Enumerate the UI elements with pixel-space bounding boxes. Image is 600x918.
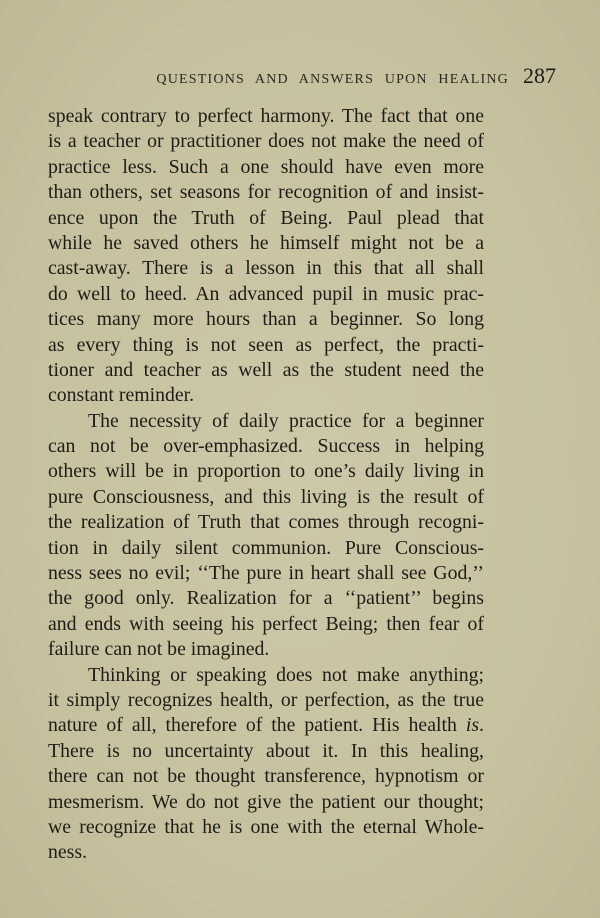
running-head-title: QUESTIONS AND ANSWERS UPON HEALING [156, 72, 509, 87]
text-line-content: nature of all, therefore of the patient. His health [48, 714, 466, 737]
text-line: tioner and teacher as well as the student need the [48, 358, 484, 381]
text-line: there can not be thought transference, hypnotism or [48, 765, 484, 788]
text-line: as every thing is not seen as perfect, the practi- [48, 333, 484, 356]
text-line: constant reminder. [48, 384, 195, 407]
paragraph-2 [48, 409, 484, 663]
text-line: we recognize that he is one with the eternal Whole- [48, 815, 484, 838]
text-line: mesmerism. We do not give the patient our thought; [48, 790, 484, 813]
page-body-text [48, 104, 484, 866]
text-line: others will be in proportion to one’s daily living in [48, 460, 484, 483]
text-line: ness. [48, 841, 88, 864]
paragraph-3 [48, 663, 484, 866]
text-line: Thinking or speaking does not make anything; [88, 663, 484, 686]
text-line: than others, set seasons for recognition of and insist- [48, 181, 484, 204]
text-line: The necessity of daily practice for a beginner [88, 409, 484, 432]
text-line: speak contrary to perfect harmony. The fact that one [48, 105, 484, 127]
text-line [48, 713, 484, 738]
text-line: the realization of Truth that comes through recogni- [48, 511, 484, 534]
italic-emphasis: is [465, 714, 480, 737]
text-line: while he saved others he himself might not be a [48, 231, 484, 254]
italic-suffix: . [479, 714, 484, 737]
text-line: tion in daily silent communion. Pure Conscious- [48, 536, 484, 559]
text-line: can not be over-emphasized. Success in helping [48, 435, 484, 458]
paragraph-1 [48, 104, 484, 409]
running-header [134, 63, 556, 89]
text-line: practice less. Such a one should have even more [48, 155, 484, 178]
text-line: cast-away. There is a lesson in this that all shall [48, 257, 484, 280]
text-line: is a teacher or practitioner does not make the need of [48, 130, 484, 153]
text-line: it simply recognizes health, or perfection, as the true [48, 688, 484, 711]
text-line: do well to heed. An advanced pupil in music prac- [48, 282, 484, 305]
text-line: ness sees no evil; ‘‘The pure in heart shall see God,’’ [48, 562, 484, 585]
text-line: tices many more hours than a beginner. So long [48, 308, 484, 331]
page-number: 287 [523, 63, 556, 88]
text-line: and ends with seeing his perfect Being; then fear of [48, 612, 484, 635]
text-line: pure Consciousness, and this living is the result of [48, 485, 484, 508]
text-line: There is no uncertainty about it. In this healing, [48, 739, 484, 762]
text-line: ence upon the Truth of Being. Paul plead that [48, 206, 484, 229]
text-line: failure can not be imagined. [48, 638, 270, 661]
text-line: the good only. Realization for a ‘‘patient’’ begins [48, 587, 484, 610]
